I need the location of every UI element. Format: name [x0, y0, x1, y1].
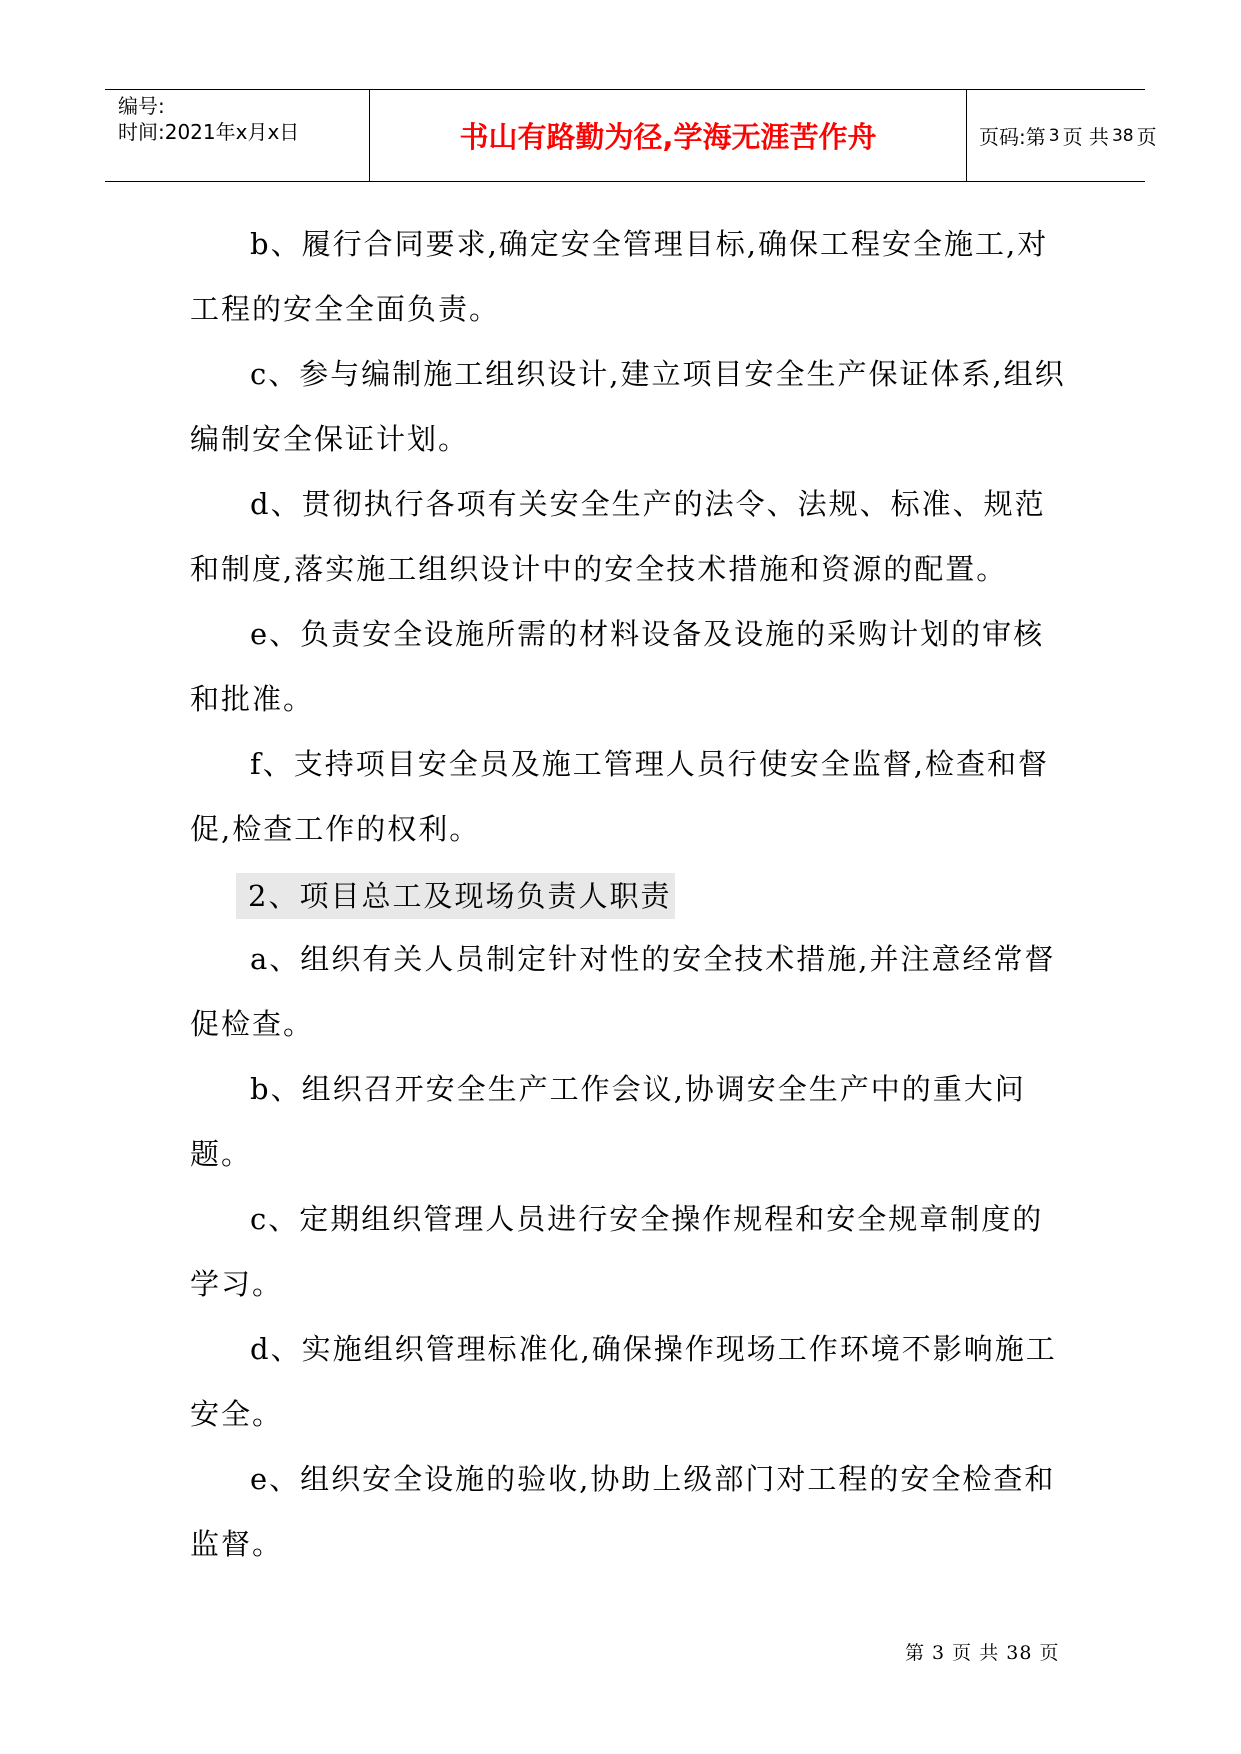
page-current: 3	[1048, 125, 1060, 146]
paragraph-f: f、支持项目安全员及施工管理人员行使安全监督,检查和督促,检查工作的权利。	[190, 747, 1049, 846]
page-total: 38	[1111, 125, 1134, 146]
section-heading: 2、项目总工及现场负责人职责	[236, 873, 675, 919]
page-prefix: 页码:第	[979, 125, 1046, 149]
header-meta	[105, 90, 370, 181]
page-footer: 第 3 页 共 38 页	[905, 1642, 1060, 1664]
paragraph-e: e、负责安全设施所需的材料设备及设施的采购计划的审核和批准。	[190, 617, 1045, 716]
page-mid: 页 共	[1062, 125, 1109, 149]
paragraph-d2: d、实施组织管理标准化,确保操作现场工作环境不影响施工安全。	[190, 1332, 1057, 1431]
document-number-label: 编号:	[118, 94, 165, 118]
paragraph-a: a、组织有关人员制定针对性的安全技术措施,并注意经常督促检查。	[190, 942, 1056, 1041]
paragraph-c: c、参与编制施工组织设计,建立项目安全生产保证体系,组织编制安全保证计划。	[190, 357, 1066, 456]
section-heading-line	[190, 862, 1070, 927]
header-page-indicator	[967, 90, 1157, 181]
document-header	[105, 89, 1157, 182]
document-date: 时间:2021年x月x日	[118, 120, 300, 144]
document-body	[190, 212, 1070, 1577]
header-motto: 书山有路勤为径,学海无涯苦作舟	[370, 90, 967, 181]
paragraph-e2: e、组织安全设施的验收,协助上级部门对工程的安全检查和监督。	[190, 1462, 1056, 1561]
paragraph-c2: c、定期组织管理人员进行安全操作规程和安全规章制度的学习。	[190, 1202, 1044, 1301]
paragraph-b2: b、组织召开安全生产工作会议,协调安全生产中的重大问题。	[190, 1072, 1026, 1171]
paragraph-d: d、贯彻执行各项有关安全生产的法令、法规、标准、规范和制度,落实施工组织设计中的安全技术措施和资源的配置。	[190, 487, 1046, 586]
paragraph-b: b、履行合同要求,确定安全管理目标,确保工程安全施工,对工程的安全全面负责。	[190, 227, 1049, 326]
page-suffix: 页	[1136, 125, 1157, 149]
